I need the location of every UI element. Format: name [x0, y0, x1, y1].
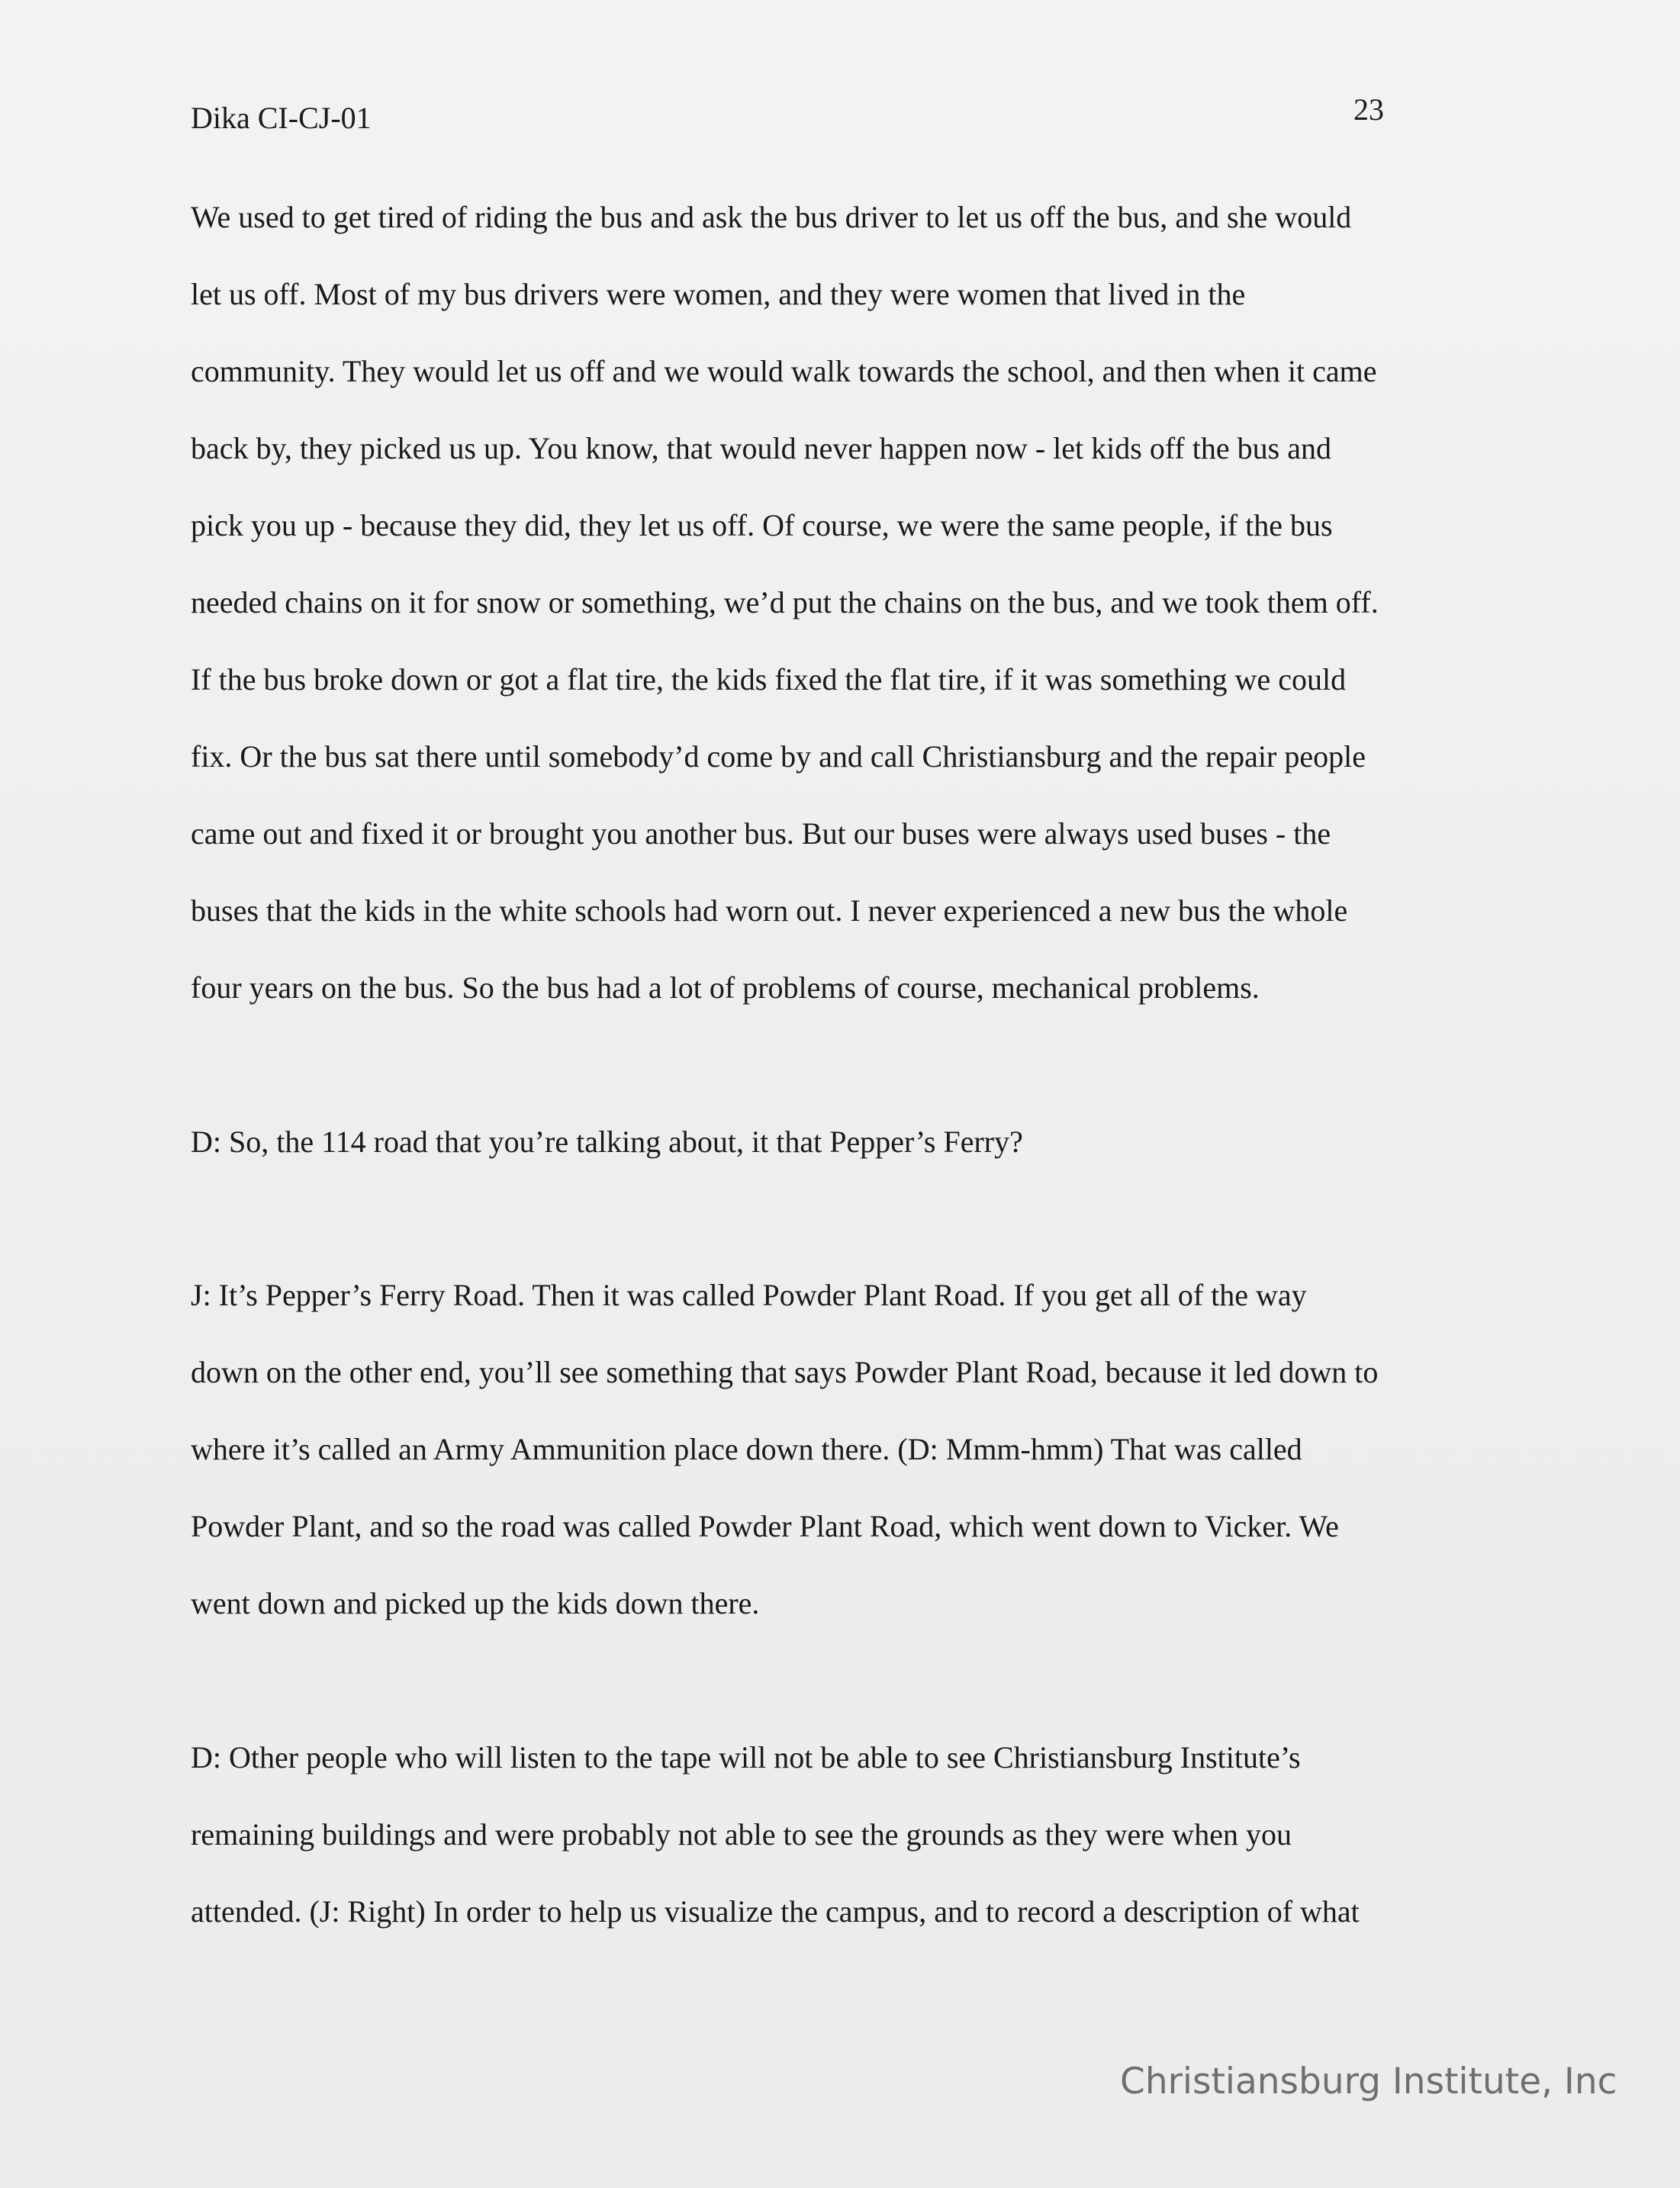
text-line: attended. (J: Right) In order to help us visualize the campus, and to record a description of what [191, 1894, 1360, 1929]
text-line: buses that the kids in the white schools had worn out. I never experienced a new bus the whole [191, 893, 1348, 928]
text-line: We used to get tired of riding the bus and ask the bus driver to let us off the bus, and she would [191, 200, 1352, 234]
text-line: four years on the bus. So the bus had a lot of problems of course, mechanical problems. [191, 970, 1260, 1005]
text-line: community. They would let us off and we would walk towards the school, and then when it came [191, 354, 1377, 388]
page-number: 23 [1353, 92, 1384, 127]
text-line: D: So, the 114 road that you’re talking about, it that Pepper’s Ferry? [191, 1125, 1023, 1159]
text-line: D: Other people who will listen to the tape will not be able to see Christiansburg Institute’s [191, 1740, 1301, 1775]
text-line: down on the other end, you’ll see something that says Powder Plant Road, because it led down to [191, 1355, 1379, 1389]
document-id: Dika CI-CJ-01 [191, 101, 372, 135]
text-line: where it’s called an Army Ammunition place down there. (D: Mmm-hmm) That was called [191, 1432, 1302, 1466]
text-line: J: It’s Pepper’s Ferry Road. Then it was called Powder Plant Road. If you get all of the way [191, 1278, 1307, 1312]
text-line: let us off. Most of my bus drivers were women, and they were women that lived in the [191, 277, 1246, 311]
text-line: back by, they picked us up. You know, that would never happen now - let kids off the bus and [191, 431, 1331, 465]
text-line: If the bus broke down or got a flat tire, the kids fixed the flat tire, if it was something we could [191, 662, 1347, 697]
text-line: remaining buildings and were probably not able to see the grounds as they were when you [191, 1817, 1292, 1852]
text-line: fix. Or the bus sat there until somebody’d come by and call Christiansburg and the repair people [191, 739, 1366, 774]
text-line: needed chains on it for snow or something, we’d put the chains on the bus, and we took them off. [191, 585, 1379, 619]
text-line: came out and fixed it or brought you another bus. But our buses were always used buses - the [191, 816, 1331, 851]
text-line: Powder Plant, and so the road was called Powder Plant Road, which went down to Vicker. We [191, 1509, 1339, 1543]
text-line: went down and picked up the kids down there. [191, 1586, 760, 1620]
watermark: Christiansburg Institute, Inc [1120, 2061, 1617, 2103]
text-line: pick you up - because they did, they let us off. Of course, we were the same people, if the bus [191, 508, 1333, 542]
